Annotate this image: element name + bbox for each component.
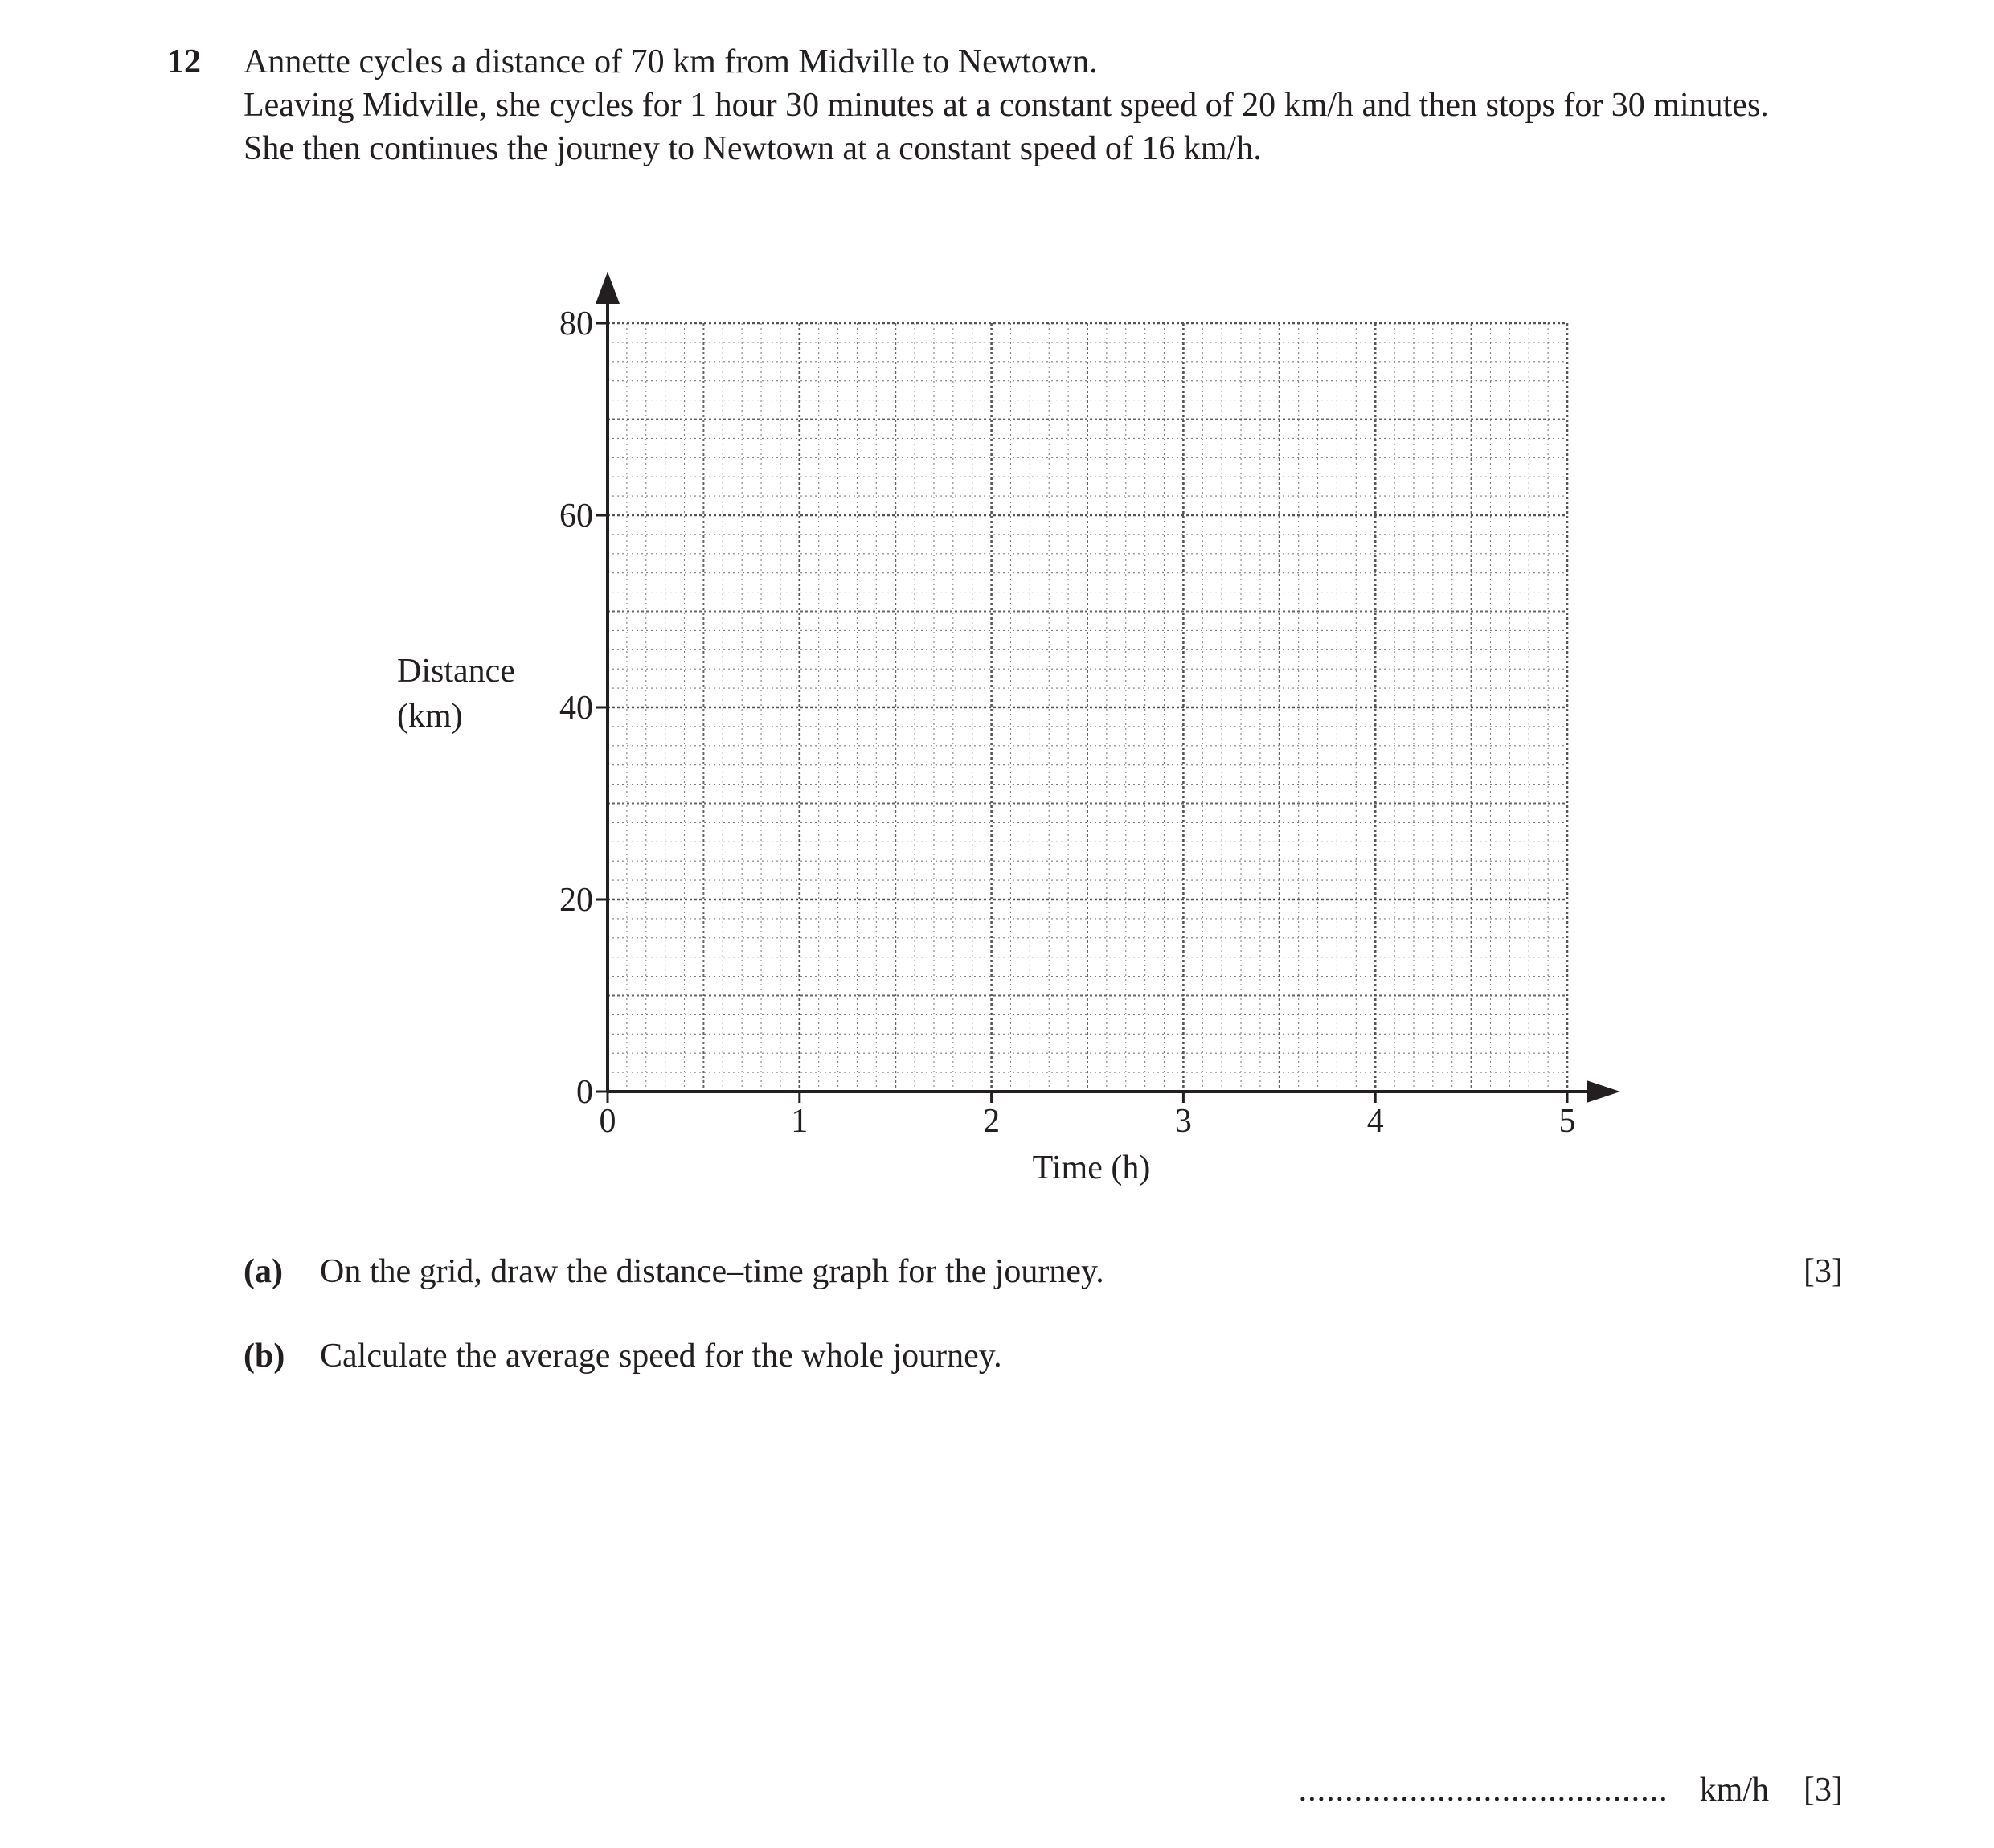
x-tick-label: 0 (599, 1103, 616, 1140)
y-tick-label: 20 (559, 882, 593, 919)
answer-line[interactable] (1299, 1768, 1843, 1812)
part-a-marks: [3] (1804, 1253, 1843, 1290)
stem-line: Leaving Midville, she cycles for 1 hour 30 minutes at a constant speed of 20 km/h and then stops for 30 minutes. (244, 87, 1769, 124)
question-number: 12 (167, 43, 201, 80)
x-tick-label: 1 (791, 1103, 809, 1140)
answer-marks: [3] (1804, 1772, 1843, 1809)
y-axis-title: (km) (397, 698, 463, 735)
y-axis-title: Distance (397, 653, 515, 690)
x-tick-label: 3 (1174, 1103, 1192, 1140)
answer-unit: km/h (1699, 1772, 1770, 1809)
grid-lines (608, 323, 1567, 1092)
y-tick-label: 40 (559, 690, 593, 727)
axes (596, 272, 1620, 1103)
x-tick-label: 4 (1366, 1103, 1384, 1140)
part-a-label: (a) (244, 1253, 283, 1290)
part-a-text: On the grid, draw the distance–time graph for the journey. (320, 1253, 1104, 1290)
stem-line: She then continues the journey to Newtown at a constant speed of 16 km/h. (244, 130, 1262, 167)
y-tick-label: 60 (559, 498, 593, 535)
x-axis-arrow-icon (1587, 1080, 1620, 1103)
x-tick-label: 2 (983, 1103, 1001, 1140)
x-tick-label: 5 (1558, 1103, 1576, 1140)
x-axis-title: Time (h) (1032, 1149, 1151, 1186)
stem-line: Annette cycles a distance of 70 km from Midville to Newtown. (244, 43, 1098, 80)
part-b-label: (b) (244, 1338, 285, 1375)
y-tick-label: 0 (576, 1074, 593, 1111)
answer-dots[interactable]: ........................................ (1298, 1772, 1668, 1809)
part-b-text: Calculate the average speed for the whole journey. (320, 1338, 1002, 1375)
y-tick-label: 80 (559, 305, 593, 342)
y-axis-arrow-icon (596, 272, 620, 304)
